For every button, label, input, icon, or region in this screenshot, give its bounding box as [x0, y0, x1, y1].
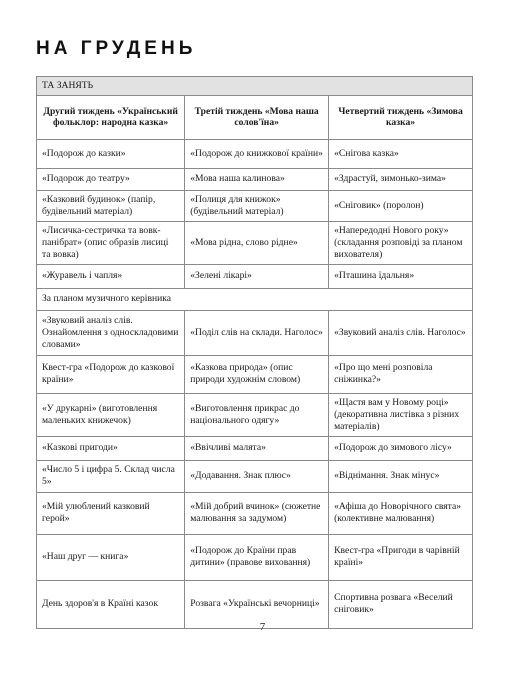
table-cell: «Про що мені розповіла сніжинка?»	[329, 355, 473, 393]
table-cell: «Поділ слів на склади. Наголос»	[185, 310, 329, 355]
schedule-table	[36, 76, 473, 629]
table-row	[37, 355, 473, 393]
table-row	[37, 190, 473, 221]
table-row	[37, 139, 473, 168]
table-cell: «Казкові пригоди»	[37, 436, 185, 460]
schedule-table-body	[37, 77, 473, 629]
table-cell: «Подорож до казки»	[37, 139, 185, 168]
table-cell: «Снігова казка»	[329, 139, 473, 168]
table-cell: «Лисичка-сестричка та вовк-панібрат» (опис образів лисиці та вовка)	[37, 221, 185, 264]
table-cell: Квест-гра «Пригоди в чарівній країні»	[329, 534, 473, 580]
column-header-row	[37, 95, 473, 139]
table-cell: Розвага «Українські вечорниці»	[185, 580, 329, 628]
table-cell: «Число 5 і цифра 5. Склад числа 5»	[37, 460, 185, 492]
table-cell: День здоров'я в Країні казок	[37, 580, 185, 628]
table-cell: «Пташина їдальня»	[329, 264, 473, 288]
table-cell: «Подорож до театру»	[37, 168, 185, 190]
table-cell: «Щастя вам у Новому році» (декоративна листівка з різних матеріалів)	[329, 393, 473, 436]
table-row	[37, 460, 473, 492]
column-header-week-2: Другий тиждень «Український фольклор: народна казка»	[37, 95, 185, 139]
table-cell: «Подорож до зимового лісу»	[329, 436, 473, 460]
table-cell: «У друкарні» (виготовлення маленьких книжечок)	[37, 393, 185, 436]
table-row	[37, 393, 473, 436]
section-header-row	[37, 77, 473, 96]
table-cell: «Мова наша калинова»	[185, 168, 329, 190]
table-cell: «Ввічливі малята»	[185, 436, 329, 460]
table-cell: «Сніговик» (поролон)	[329, 190, 473, 221]
table-cell: «Мова рідна, слово рідне»	[185, 221, 329, 264]
page-number: 7	[259, 621, 266, 633]
table-cell: «Напередодні Нового року» (складання розповіді за планом вихователя)	[329, 221, 473, 264]
column-header-week-3: Третій тиждень «Мова наша солов'їна»	[185, 95, 329, 139]
table-cell: «Наш друг — книга»	[37, 534, 185, 580]
table-row	[37, 221, 473, 264]
table-cell: «Полиця для книжок» (будівельний матеріал)	[185, 190, 329, 221]
table-cell: «Подорож до книжкової країни»	[185, 139, 329, 168]
table-row	[37, 534, 473, 580]
page-title: НА ГРУДЕНЬ	[36, 38, 197, 59]
table-cell: «Мій добрий вчинок» (сюжетне малювання за задумом)	[185, 492, 329, 534]
table-row	[37, 436, 473, 460]
table-row	[37, 310, 473, 355]
column-header-week-4: Четвертий тиждень «Зимова казка»	[329, 95, 473, 139]
music-row	[37, 288, 473, 310]
table-cell: «Віднімання. Знак мінус»	[329, 460, 473, 492]
table-cell: «Звуковий аналіз слів. Ознайомлення з односкладовими словами»	[37, 310, 185, 355]
table-cell: «Афіша до Новорічного свята» (колективне малювання)	[329, 492, 473, 534]
table-cell: Спортивна розвага «Веселий сніговик»	[329, 580, 473, 628]
table-cell: «Звуковий аналіз слів. Наголос»	[329, 310, 473, 355]
music-director-note: За планом музичного керівника	[37, 288, 473, 310]
table-cell: «Казкова природа» (опис природи художнім словом)	[185, 355, 329, 393]
table-row	[37, 264, 473, 288]
section-header: ТА ЗАНЯТЬ	[37, 77, 473, 96]
table-cell: «Виготовлення прикрас до національного одягу»	[185, 393, 329, 436]
table-cell: «Казковий будинок» (папір, будівельний матеріал)	[37, 190, 185, 221]
table-cell: «Здрастуй, зимонько-зима»	[329, 168, 473, 190]
table-row	[37, 492, 473, 534]
table-cell: «Подорож до Країни прав дитини» (правове виховання)	[185, 534, 329, 580]
table-row	[37, 168, 473, 190]
table-cell: Квест-гра «Подорож до казкової країни»	[37, 355, 185, 393]
table-cell: «Зелені лікарі»	[185, 264, 329, 288]
table-cell: «Додавання. Знак плюс»	[185, 460, 329, 492]
table-cell: «Журавель і чапля»	[37, 264, 185, 288]
table-cell: «Мій улюблений казковий герой»	[37, 492, 185, 534]
